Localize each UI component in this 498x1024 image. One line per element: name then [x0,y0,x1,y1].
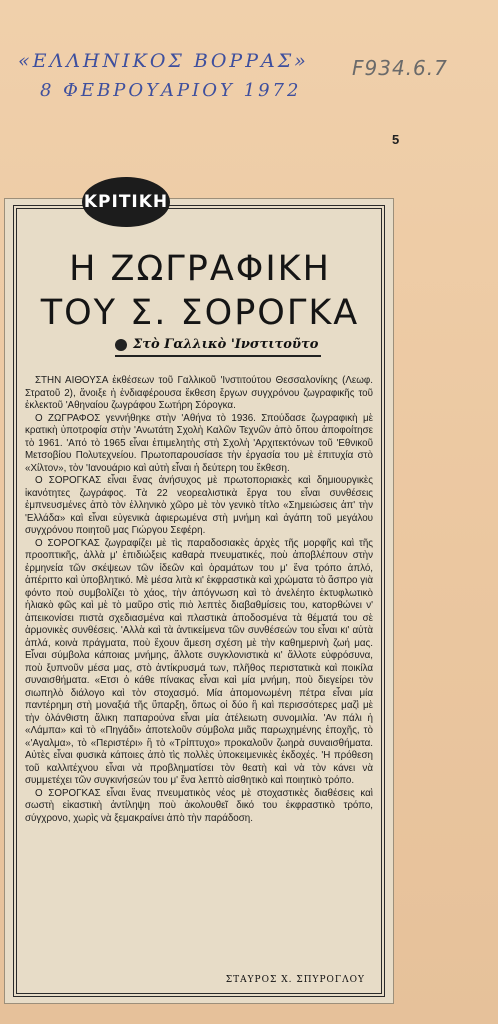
article-paragraph: Ο ΣΟΡΟΓΚΑΣ ζωγραφίζει μὲ τὶς παραδοσιακὲς ἀρχὲς τῆς μορφῆς καὶ τῆς προοπτικῆς, ἀλλὰ μ' ἐπιδιώξεις καθαρὰ πνευματικές, ποὺ ἀποβλέπουν στὴν ἑρμηνεία τῶν σκέψεων τῶν ἰδεῶν καὶ ὁραμάτων του μ' ἕνα τρόπο ἁπλό, ἀπέριττο καὶ ὑποβλητικό. Μὲ μέσα λιτὰ κι' ἐκφραστικὰ καὶ χρώματα τὸ ἄσπρο γιὰ φόντο ποὺ συμβολίζει τὸ χάος, τὴν ἀπόγνωση καὶ τὸ ἀνελέητο ἐκτυφλωτικὸ ἡλιακὸ φῶς καὶ μὲ τὸ μαῦρο στὶς πιὸ λεπτὲς διαβαθμίσεις του, κατορθώνει ν' ἀπεικονίσει πιστὰ σχεδιασμένα καὶ πλαστικὰ ἀποδοσμένα τὰ θέματά του σὲ ἁρμονικὲς συνθέσεις. 'Αλλὰ καὶ τὰ ἀντικείμενα τῶν συνθέσεών του εἶναι κι' αὐτὰ ἁπλά, κοινὰ πράγματα, ποὺ ἔχουν ἄμεση σχέση μὲ τὴν καθημερινὴ ζωή μας. Εἶναι σύμβολα κάποιας μνήμης, ἄλλοτε συγκλονιστικὰ κι' ἄλλοτε εὐφρόσυνα, ποὺ ξυπνοῦν μέσα μας, στὸ ἀντίκρυσμά των, πλῆθος περιστατικὰ καὶ ποικίλα συναισθήματα. «Ετσι ὁ κάθε πίνακας εἶναι καὶ μία μνήμη, ποὺ διεγείρει τὸν σιωπηλὸ διάλογο καὶ τὸν στοχασμό. Μία ἀπομονωμένη πέτρα εἶναι μία παντέρημη στὴ μοναξιά τῆς ὕπαρξη, ὅπως οἱ δύο ἢ καὶ περισσότερες μαζὶ μὲ τὴν ὁλάνθιστη ἄλικη παπαρούνα εἶναι μία ἀτέλειωτη συνομιλία. 'Αν πάλι ἡ «Λάμπα» καὶ τὸ «Πηγάδι» ἀποτελοῦν σύμβολα μιᾶς παρωχημένης ἐποχῆς, τὸ «'Αγαλμα», τὸ «Περιστέρι» ἢ τὸ «Τρίπτυχο» προκαλοῦν ζωηρὰ συναισθήματα. Αὐτὲς εἶναι φυσικὰ κάποιες ἀπὸ τὶς πολλὲς ὑποκειμενικὲς ἐκδοχές. 'Η πρόθεση τοῦ καλλιτέχνου εἶναι νὰ προβληματίσει τὸν θεατὴ καὶ νὰ τὸν κάνει νὰ συμμετέχει τῶν συγκινήσεών του μ' ἕνα λεπτὸ αἰσθητικὸ καὶ ποιητικὸ τρόπο. [25,537,373,786]
article-paragraph: Ο ΣΟΡΟΓΚΑΣ εἶναι ἕνας πνευματικὸς νέος μὲ στοχαστικὲς διαθέσεις καὶ σωστὴ εἰκαστικὴ ἀντίληψη ποὺ ἀκολουθεῖ δικό του ἐκφραστικὸ τρόπο, σύγχρονο, χωρὶς νὰ ξεμακραίνει ἀπὸ τὴν παράδοση. [25,787,373,824]
article-paragraph: Ο ΣΟΡΟΓΚΑΣ εἶναι ἕνας ἀνήσυχος μὲ πρωτοποριακὲς καὶ δημιουργικὲς ἱκανότητες ζωγράφος. Τὰ 22 νεορεαλιστικὰ ἔργα του εἶναι συνθέσεις ἐμπνευσμένες ἀπὸ τὸν ἑλληνικὸ χῶρο μὲ τὸν γενικὸ τίτλο «Σημειώσεις ἀπ' τὴν 'Ελλάδα» καὶ εἶναι εὐγενικὰ ἀφιερωμένα στὴ μνήμη καὶ ἀγάπη τοῦ μεγάλου συγχρόνου ποιητοῦ μας Γιώργου Σεφέρη. [25,475,373,536]
article-subtitle-row [115,337,321,357]
article-paragraph: ΣΤΗΝ ΑΙΘΟΥΣΑ ἐκθέσεων τοῦ Γαλλικοῦ 'Ινστιτούτου Θεσσαλονίκης (Λεωφ. Στρατοῦ 2), ἄνοιξε ἡ ἐνδιαφέρουσα ἔκθεση ἔργων συγχρόνου ζωγραφικῆς τοῦ ἐκλεκτοῦ 'Αθηναίου ζωγράφου Σωτήρη Σόρογκα. [25,375,373,411]
article-body [25,375,373,825]
bullet-icon [115,339,127,351]
author-signature: ΣΤΑΥΡΟΣ Χ. ΣΠΥΡΟΓΛΟΥ [225,975,365,985]
newspaper-clipping [4,192,394,1004]
article-title-line1: Η ΖΩΓΡΑΦΙΚΗ [69,249,331,289]
page-number: 5 [392,132,400,147]
section-badge: ΚΡΙΤΙΚΗ [82,177,170,227]
article-title-line2: ΤΟΥ Σ. ΣΟΡΟΓΚΑ [40,293,360,333]
handwritten-archive-number: F934.6.7 [352,56,448,80]
handwritten-newspaper-name: «ΕΛΛΗΝΙΚΟΣ ΒΟΡΡΑΣ» [18,50,309,72]
article-paragraph: Ο ΖΩΓΡΑΦΟΣ γεννήθηκε στὴν 'Αθήνα τὸ 1936. Σπούδασε ζωγραφικὴ μὲ κρατικὴ ὑποτροφία στὴν 'Ανωτάτη Σχολὴ Καλῶν Τεχνῶν ἀπὸ ὅπου ἀποφοίτησε τὸ 1961. 'Από τὸ 1965 εἶναι ἐπιμελητὴς στὴ Σχολὴ 'Αρχιτεκτόνων τοῦ 'Εθνικοῦ Μετσοβίου Πολυτεχνείου. Πρωτοπαρουσίασε τὴν ἐργασία του μὲ ἐπιτυχία στὸ «Χίλτον», τὸν 'Ιανουάριο καὶ αὐτὴ εἶναι ἡ δεύτερη του ἔκθεση. [25,412,373,474]
article-subtitle: Στὸ Γαλλικὸ 'Ινστιτοῦτο [133,337,319,352]
handwritten-date: 8 ΦΕΒΡΟΥΑΡΙΟΥ 1972 [40,80,302,101]
